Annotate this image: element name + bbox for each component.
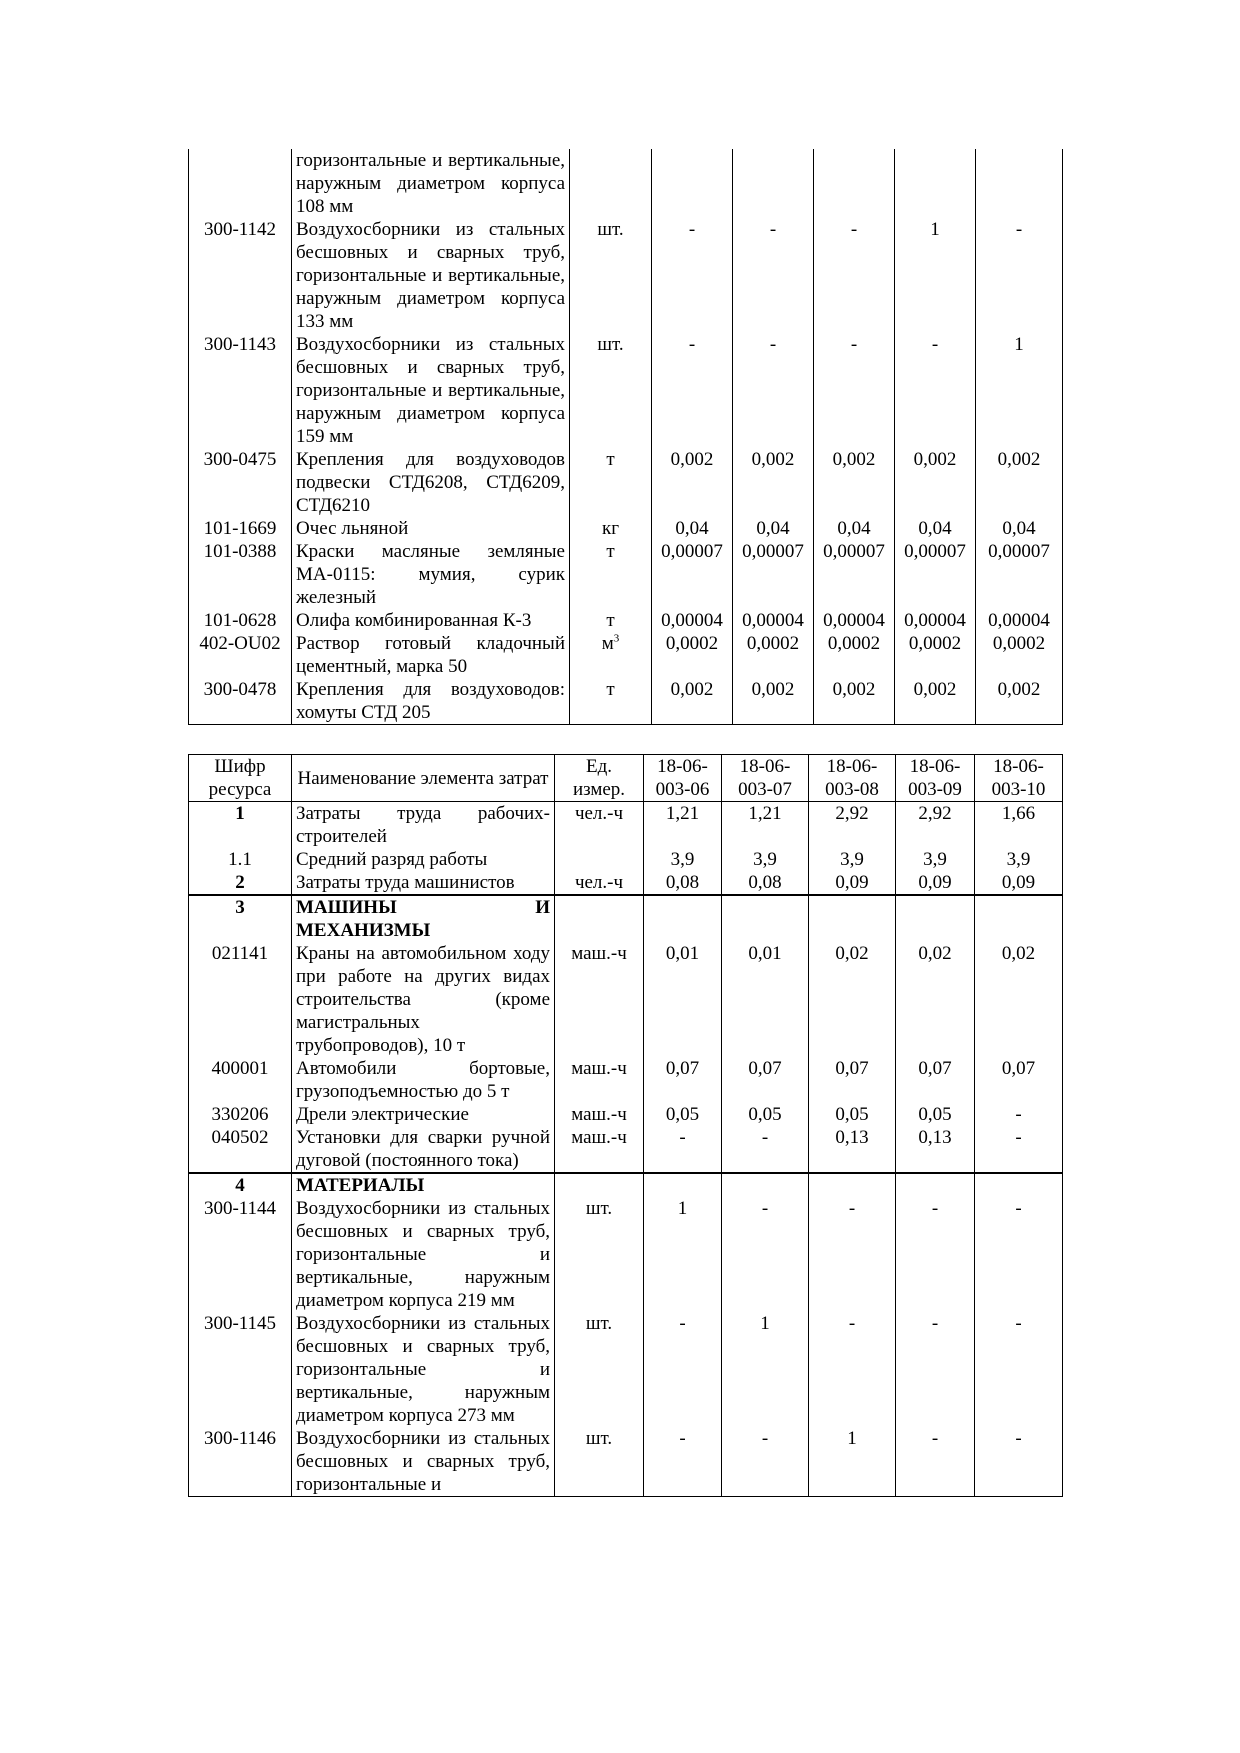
value-cell: 0,00004 [652,609,733,632]
value-cell: 0,01 [644,942,722,1057]
value-cell: 3,9 [809,848,896,871]
value-cell: 0,07 [722,1057,809,1103]
resource-unit: маш.-ч [555,1103,644,1126]
value-cell: 0,07 [975,1057,1063,1103]
resource-unit: маш.-ч [555,1057,644,1103]
resource-name: Краны на автомобильном ходу при работе на других видах строительства (кроме магистральных трубопроводов), 10 т [292,942,555,1057]
value-cell: 0,00004 [976,609,1063,632]
unit-base: м [601,633,614,654]
value-cell: 0,04 [733,517,814,540]
resource-code: 101-0628 [189,609,292,632]
value-cell: 0,00007 [976,540,1063,609]
resource-name: Дрели электрические [292,1103,555,1126]
header-column: 18-06-003-09 [896,755,975,802]
resource-code: 402-OU02 [189,632,292,678]
resource-name: Воздухосборники из стальных бесшовных и сварных труб, горизонтальные и вертикальные, наружным диаметром корпуса 133 мм [292,218,570,333]
value-cell: 0,00004 [733,609,814,632]
value-cell: 0,05 [809,1103,896,1126]
table-row [189,149,1063,218]
table-row [189,1197,1063,1312]
value-cell: - [814,218,895,333]
table-row [189,1126,1063,1173]
table-row [189,1312,1063,1427]
table-row [189,871,1063,895]
resource-unit: чел.-ч [555,802,644,849]
resource-name: Автомобили бортовые, грузоподъемностью до 5 т [292,1057,555,1103]
value-cell: - [975,1126,1063,1173]
resource-code: 1 [189,802,292,849]
value-cell [976,149,1063,218]
resource-code: 300-1145 [189,1312,292,1427]
value-cell: - [722,1126,809,1173]
value-cell: 0,002 [895,448,976,517]
header-column: 18-06-003-06 [644,755,722,802]
value-cell: 0,07 [896,1057,975,1103]
value-cell: 0,00007 [733,540,814,609]
header-column: 18-06-003-07 [722,755,809,802]
value-cell: - [896,1312,975,1427]
resource-name: Средний разряд работы [292,848,555,871]
resource-code: 101-1669 [189,517,292,540]
resource-unit: шт. [555,1427,644,1497]
resource-unit: чел.-ч [555,871,644,895]
resource-unit: шт. [570,218,652,333]
value-cell [814,149,895,218]
value-cell: 0,002 [814,678,895,725]
resource-name: Воздухосборники из стальных бесшовных и сварных труб, горизонтальные и [292,1427,555,1497]
value-cell: 0,04 [652,517,733,540]
value-cell: 0,07 [644,1057,722,1103]
resource-code: 101-0388 [189,540,292,609]
value-cell: 0,00007 [895,540,976,609]
value-cell: 0,00004 [814,609,895,632]
value-cell: 0,002 [976,448,1063,517]
value-cell: 0,09 [975,871,1063,895]
resource-code: 300-1142 [189,218,292,333]
table-row [189,632,1063,678]
table-row [189,609,1063,632]
value-cell: 1 [644,1197,722,1312]
value-cell: 0,13 [896,1126,975,1173]
table-row [189,218,1063,333]
value-cell: 1 [809,1427,896,1497]
resource-name: Установки для сварки ручной дуговой (постоянного тока) [292,1126,555,1173]
value-cell: 0,002 [976,678,1063,725]
value-cell: 0,0002 [976,632,1063,678]
section-row-machines [189,895,1063,942]
resource-code: 300-1144 [189,1197,292,1312]
header-unit: Ед. измер. [555,755,644,802]
value-cell: 1 [722,1312,809,1427]
resource-name: Затраты труда рабочих-строителей [292,802,555,849]
value-cell: 1,21 [644,802,722,849]
value-cell: 0,13 [809,1126,896,1173]
resource-code [189,149,292,218]
value-cell: 0,002 [652,678,733,725]
resource-unit: т [570,609,652,632]
value-cell: 0,05 [722,1103,809,1126]
value-cell: 0,0002 [652,632,733,678]
resource-name: горизонтальные и вертикальные, наружным диаметром корпуса 108 мм [292,149,570,218]
resource-code: 330206 [189,1103,292,1126]
value-cell: - [809,1197,896,1312]
table-row [189,540,1063,609]
resource-unit: шт. [555,1197,644,1312]
resource-name: Воздухосборники из стальных бесшовных и сварных труб, горизонтальные и вертикальные, наружным диаметром корпуса 219 мм [292,1197,555,1312]
header-column: 18-06-003-08 [809,755,896,802]
table-row [189,333,1063,448]
resource-unit [555,848,644,871]
value-cell: - [644,1126,722,1173]
resource-unit: шт. [570,333,652,448]
resource-unit: т [570,678,652,725]
value-cell: 0,002 [733,678,814,725]
value-cell: - [809,1312,896,1427]
value-cell: 0,00007 [814,540,895,609]
table-row [189,448,1063,517]
value-cell [733,149,814,218]
value-cell: - [975,1312,1063,1427]
value-cell: 1,66 [975,802,1063,849]
resource-name: Очес льняной [292,517,570,540]
value-cell: 0,08 [722,871,809,895]
value-cell: 0,02 [896,942,975,1057]
value-cell: 0,02 [975,942,1063,1057]
value-cell: 0,002 [895,678,976,725]
value-cell: 3,9 [722,848,809,871]
value-cell: 0,00007 [652,540,733,609]
value-cell: 1,21 [722,802,809,849]
value-cell [895,149,976,218]
value-cell: 0,05 [644,1103,722,1126]
value-cell: 0,002 [814,448,895,517]
value-cell: 1 [895,218,976,333]
value-cell: 0,04 [814,517,895,540]
value-cell: - [975,1103,1063,1126]
table-row [189,942,1063,1057]
section-title: МАТЕРИАЛЫ [292,1173,555,1197]
resource-code: 300-1146 [189,1427,292,1497]
value-cell: 1 [976,333,1063,448]
value-cell: - [652,333,733,448]
table-row [189,848,1063,871]
value-cell: - [652,218,733,333]
resource-unit: кг [570,517,652,540]
value-cell: - [733,218,814,333]
table-row [189,1057,1063,1103]
value-cell: 2,92 [896,802,975,849]
value-cell: 0,01 [722,942,809,1057]
value-cell: - [976,218,1063,333]
resources-table-continued [188,149,1063,725]
resource-name: Крепления для воздуховодов подвески СТД6208, СТД6209, СТД6210 [292,448,570,517]
resource-unit: шт. [555,1312,644,1427]
value-cell: - [896,1427,975,1497]
resource-name: Воздухосборники из стальных бесшовных и сварных труб, горизонтальные и вертикальные, наружным диаметром корпуса 273 мм [292,1312,555,1427]
resource-code: 040502 [189,1126,292,1173]
value-cell: 0,05 [896,1103,975,1126]
section-row-materials [189,1173,1063,1197]
resource-name: Воздухосборники из стальных бесшовных и сварных труб, горизонтальные и вертикальные, наружным диаметром корпуса 159 мм [292,333,570,448]
resource-unit [570,632,652,678]
value-cell: - [975,1197,1063,1312]
value-cell: - [733,333,814,448]
value-cell: 0,09 [896,871,975,895]
value-cell: 0,002 [652,448,733,517]
value-cell: - [814,333,895,448]
section-code: 4 [189,1173,292,1197]
value-cell: 0,04 [895,517,976,540]
resources-table [188,754,1063,1497]
value-cell: 2,92 [809,802,896,849]
table-row [189,678,1063,725]
resource-code: 300-0475 [189,448,292,517]
value-cell: - [644,1427,722,1497]
value-cell: 3,9 [896,848,975,871]
resource-code: 021141 [189,942,292,1057]
value-cell: - [896,1197,975,1312]
section-title: МАШИНЫ И МЕХАНИЗМЫ [292,895,555,942]
header-code: Шифр ресурса [189,755,292,802]
resource-code: 300-1143 [189,333,292,448]
value-cell: 3,9 [975,848,1063,871]
value-cell: - [975,1427,1063,1497]
value-cell: 0,02 [809,942,896,1057]
unit-superscript: 3 [613,632,620,645]
value-cell: 0,0002 [895,632,976,678]
resource-name: Раствор готовый кладочный цементный, марка 50 [292,632,570,678]
resource-code: 1.1 [189,848,292,871]
header-column: 18-06-003-10 [975,755,1063,802]
value-cell: 0,00004 [895,609,976,632]
value-cell: - [722,1427,809,1497]
resource-unit: т [570,448,652,517]
resource-unit: маш.-ч [555,1126,644,1173]
value-cell: 0,002 [733,448,814,517]
resource-name: Крепления для воздуховодов: хомуты СТД 205 [292,678,570,725]
value-cell: 0,04 [976,517,1063,540]
value-cell: 0,07 [809,1057,896,1103]
value-cell: 0,0002 [733,632,814,678]
table-row [189,1103,1063,1126]
table-row [189,1427,1063,1497]
value-cell: 0,08 [644,871,722,895]
table-row [189,802,1063,849]
value-cell: - [722,1197,809,1312]
value-cell: - [895,333,976,448]
resource-name: Олифа комбинированная К-3 [292,609,570,632]
value-cell: 3,9 [644,848,722,871]
resource-unit: т [570,540,652,609]
value-cell [652,149,733,218]
resource-code: 2 [189,871,292,895]
resource-unit: маш.-ч [555,942,644,1057]
header-name: Наименование элемента затрат [292,755,555,802]
value-cell: - [644,1312,722,1427]
resource-name: Затраты труда машинистов [292,871,555,895]
table-header-row [189,755,1063,802]
value-cell: 0,0002 [814,632,895,678]
section-code: 3 [189,895,292,942]
resource-name: Краски масляные земляные МА-0115: мумия, сурик железный [292,540,570,609]
resource-code: 300-0478 [189,678,292,725]
resource-unit [570,149,652,218]
value-cell: 0,09 [809,871,896,895]
resource-code: 400001 [189,1057,292,1103]
table-row [189,517,1063,540]
